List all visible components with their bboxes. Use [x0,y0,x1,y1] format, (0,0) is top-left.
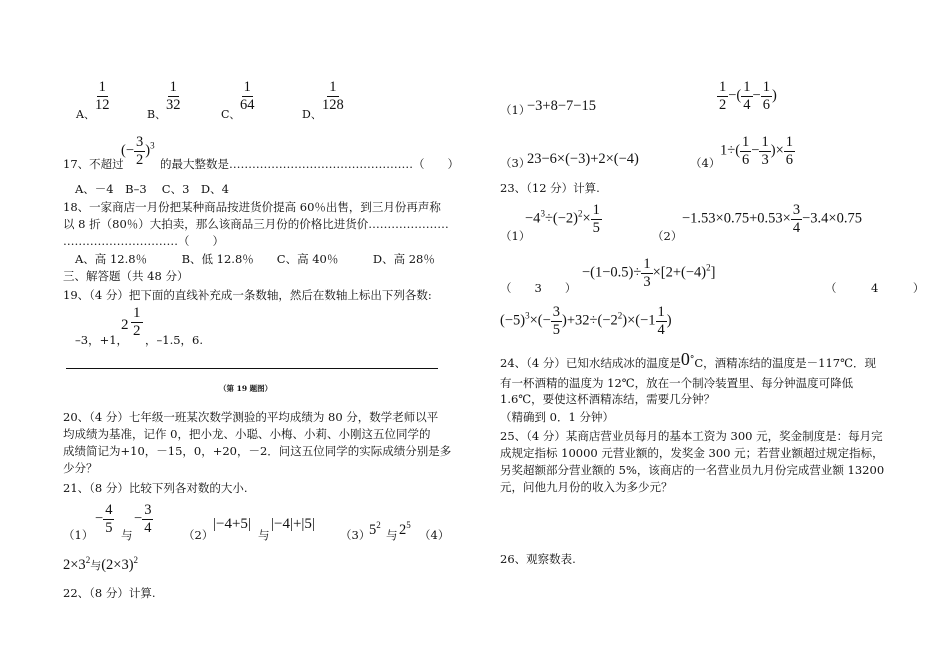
q24-line1: 24、（4 分）已知水结成冰的温度是0°C，酒精冻结的温度是－117℃．现 [500,349,876,370]
q23-p1-label: （1） [500,229,531,243]
q16-option-c-fraction: $\frac{1}{64}$ [240,79,255,113]
q25-line1: 25、（4 分）某商店营业员每月的基本工资为 300 元，奖金制度是：每月完 [500,429,883,443]
q18-line2: 以 8 折（80％）大拍卖，那么该商品三月份的价格比进货价………………… [63,217,449,231]
q19-nums-before: –3，+1， [75,333,129,347]
q19-nums-after: ，–1.5，6. [145,333,204,347]
question-26: 26、观察数表. [500,552,576,566]
q25-line3: 另奖超额部分营业额的 5%，该商店的一名营业员九月份完成营业额 13200 [500,463,885,477]
q25-line2: 成规定指标 10000 元营业额的，发奖金 300 元；若营业额超过规定指标， [500,446,884,460]
q16-option-a-label: A、 [76,108,95,121]
q21-p2-a: |−4+5| [213,516,251,532]
q23-p3-expression: −(1−0.5)÷ $\frac{1}{3}$ $\times[2+(-4)^2]$ [582,256,716,290]
q16-option-c-label: C、 [221,108,241,121]
q16-option-b-fraction: $\frac{1}{32}$ [166,79,181,113]
q23-p4-label: （ 4 ） [825,281,925,295]
q22-p3-label: （3） [500,156,531,170]
q21-p3-label: （3） [340,528,371,542]
q21-p4-label: （4） [419,528,450,542]
q16-option-d-label: D、 [302,108,322,121]
question-22-text: 22、（8 分）计算. [63,586,156,600]
q19-mixed-fraction: $\frac{1}{2}$ [133,305,141,339]
q18-line3: …………………………（ ） [63,234,224,248]
q21-p1-label: （1） [63,528,94,542]
q17-prefix: 17、不超过 [63,157,124,171]
q18-options: A、高 12.8％ B、低 12.8％ C、高 40％ D、高 28％ [75,252,435,266]
q20-line3: 成绩简记为+10，－15，0，+20，－2．问这五位同学的实际成绩分别是多 [63,444,452,458]
q21-p3-b: $2^5$ [399,520,411,538]
q21-p2-yu: 与 [258,528,270,542]
q21-p4-expression: $2\times 3^2$与$(2\times 3)^2$ [63,555,139,573]
q22-p1-expression: −3+8−7−15 [527,98,596,114]
q19-number-line [66,368,438,369]
q21-p2-b: |−4|+|5| [271,516,315,532]
question-21-text: 21、（8 分）比较下列各对数的大小. [63,481,248,495]
q20-line2: 均成绩为基准，记作 0，把小龙、小聪、小梅、小莉、小刚这五位同学的 [63,427,431,441]
q23-p4-expression: $(-5)^3\times(-$ $\frac{3}{5}$ )$+32\div(-2^2)\times(-1$ $\frac{1}{4}$ ) [500,304,672,338]
q17-options: A、－4 B–3 C、3 D、4 [75,182,229,196]
q21-p1-b: − $\frac{3}{4}$ [134,502,152,536]
q25-line4: 元，问他九月份的收入为多少元？ [500,480,673,494]
q23-p2-expression: −1.53×0.75+0.53× $\frac{3}{4}$ −3.4×0.75 [682,202,862,236]
q16-option-b-label: B、 [147,108,167,121]
q23-p2-label: （2） [652,229,683,243]
q22-p4-expression: 1÷( $\frac{1}{6}$ − $\frac{1}{3}$ )× $\frac{1}{6}$ [720,134,793,168]
q23-p1-expression: $-4^3\div(-2)^2\times$ $\frac{1}{5}$ [525,202,600,236]
q22-p4-label: （4） [690,156,721,170]
q22-p1-label: （1） [500,103,531,117]
q24-line2: 有一杯酒精的温度为 12℃，放在一个制冷装置里、每分钟温度可降低 [500,376,854,390]
q24-line3: 1.6℃，要使这杯酒精冻结，需要几分钟？ [500,392,716,406]
q16-option-d-fraction: $\frac{1}{128}$ [322,79,344,113]
q22-p3-expression: 23−6×(−3)+2×(−4) [527,151,639,167]
q21-p1-a: − $\frac{4}{5}$ [95,502,113,536]
q17-expression: (− $\frac{3}{2}$ )$^3$ [121,134,155,168]
q22-p2-expression: $\frac{1}{2}$ −( $\frac{1}{4}$ − $\frac{1}{6}$ ) [719,79,777,113]
q23-p3-label: （ 3 ） [500,281,577,295]
question-23-text: 23、（12 分）计算. [500,181,600,195]
q21-p3-yu: 与 [386,528,398,542]
q19-mixed-whole: 2 [121,317,129,333]
q19-figure-caption: （第 19 题图） [219,384,273,393]
q17-suffix: 的最大整数是…………………………………………（ ） [160,157,459,171]
q20-line4: 少分？ [63,461,98,475]
q21-p2-label: （2） [183,528,214,542]
q21-p3-a: $5^2$ [369,520,381,538]
question-19-text: 19、（4 分）把下面的直线补充成一条数轴，然后在数轴上标出下列各数: [63,288,432,302]
q18-line1: 18、一家商店一月份把某种商品按进货价提高 60％出售，到三月份再声称 [63,200,441,214]
q20-line1: 20、（4 分）七年级一班某次数学测验的平均成绩为 80 分，数学老师以平 [63,410,439,424]
q16-option-a-fraction: $\frac{1}{12}$ [95,79,110,113]
q24-line4: （精确到 0．1 分钟） [500,410,614,424]
q21-p1-yu: 与 [121,528,133,542]
section-3-header: 三、解答题（共 48 分） [63,269,189,283]
